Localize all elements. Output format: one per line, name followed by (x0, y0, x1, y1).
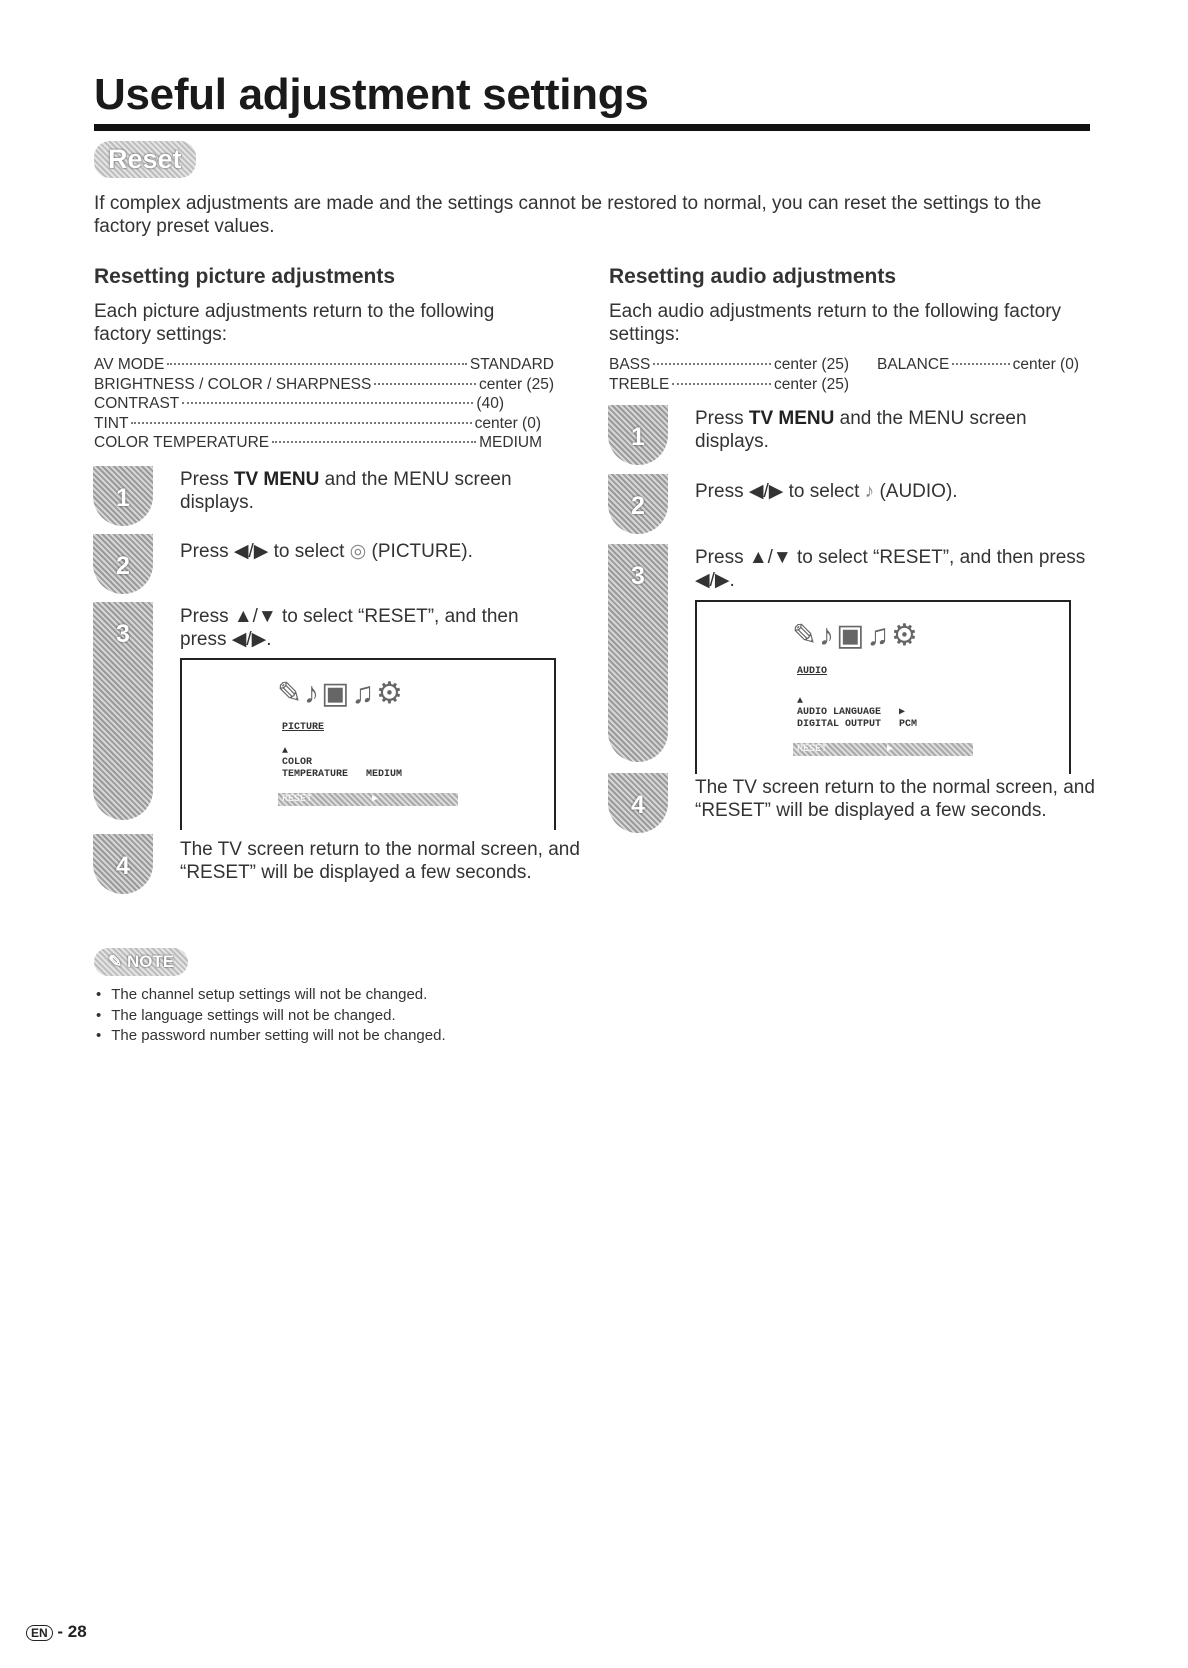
intro-paragraph: If complex adjustments are made and the settings cannot be restored to normal, you can reset the settings to the factory preset values. (94, 193, 1042, 237)
setting-row: CONTRAST (40) (94, 395, 504, 412)
screen-reset-bar: RESET ▶ (278, 793, 458, 806)
audio-step-3-text: Press ▲/▼ to select “RESET”, and then press ◀/▶. (695, 547, 1086, 591)
step-number-2: 2 (93, 534, 153, 594)
setting-row: TREBLE center (25) (609, 375, 849, 393)
screen-item-color: COLOR (282, 757, 313, 768)
picture-step-2-text: Press ◀/▶ to select ◎ (PICTURE). (180, 541, 473, 562)
step-number-4: 4 (608, 773, 668, 833)
picture-step-4-text: The TV screen return to the normal screen, and “RESET” will be displayed a few seconds. (180, 839, 580, 883)
picture-step-3-text: Press ▲/▼ to select “RESET”, and then press ◀/▶. (180, 606, 519, 650)
audio-tv-screen (695, 600, 1071, 774)
setting-row: AV MODE STANDARD (94, 356, 554, 373)
list-item: • The channel setup settings will not be changed. (94, 985, 446, 1006)
screen-up-arrow: ▲ (797, 696, 804, 707)
screen-item-digital-output: DIGITAL OUTPUT PCM (797, 719, 918, 730)
screen-item-temperature: TEMPERATURE MEDIUM (282, 769, 403, 780)
picture-tv-screen (180, 658, 556, 830)
step-number-3: 3 (608, 544, 668, 762)
audio-icon: ♪ (864, 481, 875, 502)
note-pencil-icon: ✎ (108, 952, 127, 971)
step-number-4: 4 (93, 834, 153, 894)
picture-step-1-text: Press TV MENU and the MENU screen displays. (180, 469, 512, 513)
setting-row: COLOR TEMPERATURE MEDIUM (94, 434, 542, 451)
menu-icons: ✎♪▣♫⚙ (792, 619, 920, 652)
audio-step-2-text: Press ◀/▶ to select ♪ (AUDIO). (695, 481, 958, 502)
note-list (94, 985, 446, 1047)
list-item: • The password number setting will not be changed. (94, 1026, 446, 1047)
setting-row: BALANCE center (0) (877, 356, 1079, 373)
screen-menu-label: AUDIO (797, 666, 828, 677)
screen-item-audio-language: AUDIO LANGUAGE ▶ (797, 707, 906, 718)
setting-row: TINT center (0) (94, 414, 541, 432)
page-title: Useful adjustment settings (94, 70, 649, 119)
setting-row: BASS center (25) (609, 356, 849, 373)
audio-balance-setting (877, 355, 1079, 375)
picture-icon: ◎ (349, 541, 367, 562)
setting-row: BRIGHTNESS / COLOR / SHARPNESS center (25) (94, 375, 554, 393)
title-rule (94, 124, 1090, 131)
screen-reset-bar: RESET ▶ (793, 743, 973, 756)
language-code: EN (26, 1625, 53, 1641)
picture-heading: Resetting picture adjustments (94, 265, 396, 288)
picture-description: Each picture adjustments return to the following factory settings: (94, 301, 495, 345)
audio-step-4-text: The TV screen return to the normal screen, and “RESET” will be displayed a few seconds. (695, 777, 1095, 821)
section-badge-reset: Reset (94, 141, 196, 178)
note-badge: ✎ NOTE (94, 948, 188, 976)
menu-icons: ✎♪▣♫⚙ (277, 677, 405, 710)
screen-up-arrow: ▲ (282, 746, 289, 757)
audio-description: Each audio adjustments return to the following factory settings: (609, 301, 1062, 345)
step-number-3: 3 (93, 602, 153, 820)
page-number: EN - 28 (26, 1622, 87, 1642)
screen-menu-label: PICTURE (282, 722, 325, 733)
picture-settings-list (94, 355, 554, 453)
step-number-1: 1 (608, 405, 668, 465)
audio-heading: Resetting audio adjustments (609, 265, 897, 288)
audio-step-1-text: Press TV MENU and the MENU screen displays. (695, 408, 1027, 452)
step-number-1: 1 (93, 466, 153, 526)
list-item: • The language settings will not be changed. (94, 1006, 446, 1027)
step-number-2: 2 (608, 474, 668, 534)
audio-settings-list (609, 355, 849, 394)
